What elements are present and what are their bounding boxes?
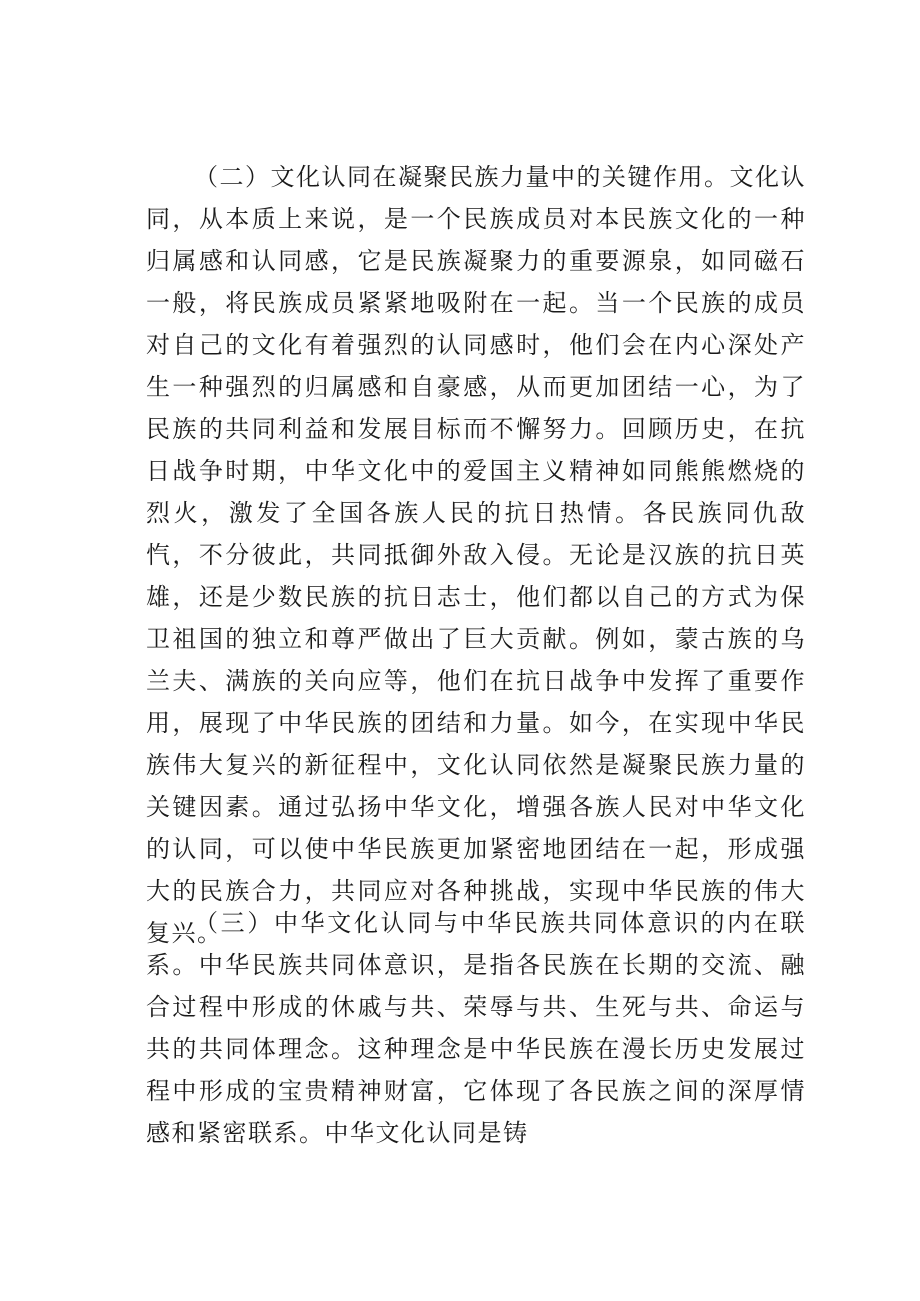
paragraph-text: （三）中华文化认同与中华民族共同体意识的内在联系。中华民族共同体意识，是指各民族在长期的交流、融合过程中形成的休戚与共、荣辱与共、生死与共、命运与共的共同体理念。这种理念是中华民族在漫长历史发展过程中形成的宝贵精神财富，它体现了各民族之间的深厚情感和紧密联系。中华文化认同是铸 [146,909,806,1147]
paragraph-cultural-identity-role [146,156,806,964]
paragraph-text: （二）文化认同在凝聚民族力量中的关键作用。文化认同，从本质上来说，是一个民族成员对本民族文化的一种归属感和认同感，它是民族凝聚力的重要源泉，如同磁石一般，将民族成员紧紧地吸附在一起。当一个民族的成员对自己的文化有着强烈的认同感时，他们会在内心深处产生一种强烈的归属感和自豪感，从而更加团结一心，为了民族的共同利益和发展目标而不懈努力。回顾历史，在抗日战争时期，中华文化中的爱国主义精神如同熊熊燃烧的烈火，激发了全国各族人民的抗日热情。各民族同仇敌忾，不分彼此，共同抵御外敌入侵。无论是汉族的抗日英雄，还是少数民族的抗日志士，他们都以自己的方式为保卫祖国的独立和尊严做出了巨大贡献。例如，蒙古族的乌兰夫、满族的关向应等，他们在抗日战争中发挥了重要作用，展现了中华民族的团结和力量。如今，在实现中华民族伟大复兴的新征程中，文化认同依然是凝聚民族力量的关键因素。通过弘扬中华文化，增强各族人民对中华文化的认同，可以使中华民族更加紧密地团结在一起，形成强大的民族合力，共同应对各种挑战，实现中华民族的伟大复兴。 [146,163,806,947]
paragraph-community-consciousness [146,902,806,1164]
